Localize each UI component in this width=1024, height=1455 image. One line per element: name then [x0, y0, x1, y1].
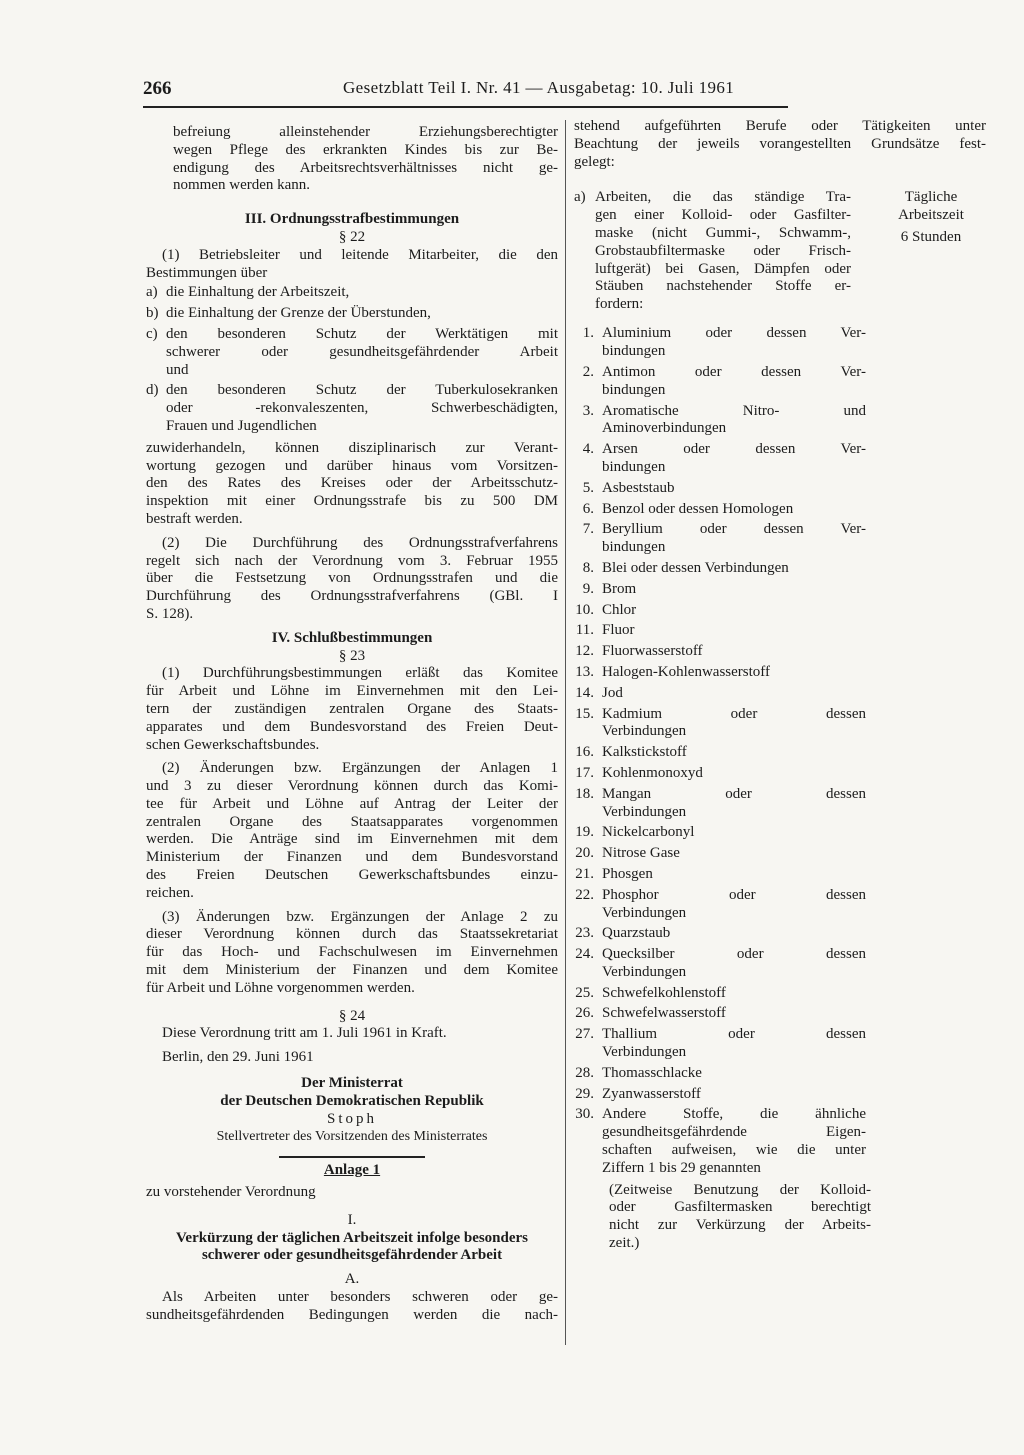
text-line: Kohlenmonoxyd [602, 764, 703, 781]
right-column [566, 118, 992, 1253]
list-marker: 23. [575, 925, 594, 942]
list-marker: 1. [582, 325, 594, 342]
text-line: wortung gezogen und darüber hinaus vom Vorsitzen- [146, 457, 558, 474]
list-text [602, 1026, 866, 1062]
text-line: Stäuben nachstehender Stoffe er- [595, 278, 851, 295]
text-line: schwerer oder gesundheitsgefährdender Arbeit [166, 343, 558, 360]
text-line: und [166, 361, 189, 378]
list-marker: 11. [575, 622, 594, 639]
section-heading-iii: III. Ordnungsstrafbestimmungen [244, 211, 460, 228]
text-line: maske (nicht Gummi-, Schwamm-, [595, 224, 851, 241]
text-line: den des Rates des Kreises oder der Arbeitsschutz- [146, 475, 558, 492]
list-marker: 28. [575, 1064, 594, 1081]
text-line: gesundheitsgefährdende Eigen- [602, 1124, 866, 1141]
list-text [602, 706, 866, 742]
list-text [602, 685, 866, 703]
paragraph-23-1 [146, 665, 558, 754]
list-marker: 2. [582, 363, 594, 380]
text-line: Verbindungen [602, 803, 687, 820]
list-marker: 30. [575, 1106, 594, 1123]
list-marker: 5. [582, 479, 594, 496]
paragraph-22-1 [146, 247, 558, 283]
list-text [602, 946, 866, 982]
text-line: (2) Die Durchführung des Ordnungsstrafverfahrens [162, 534, 558, 551]
text-line: Durchführung des Ordnungsstrafverfahrens (GBl. I [146, 588, 558, 605]
text-line: Verbindungen [602, 1044, 687, 1061]
text-line: Nickelcarbonyl [602, 824, 695, 841]
substance-item [566, 946, 866, 982]
text-line: schaften aufweisen, wie die unter [602, 1142, 866, 1159]
substance-item [566, 866, 866, 884]
text-line: (Zeitweise Benutzung der Kolloid- [609, 1181, 871, 1198]
paragraph-22-1-end [146, 440, 558, 529]
text-line: Aluminium oder dessen Ver- [602, 325, 866, 342]
text-line: Schwefelkohlenstoff [602, 984, 726, 1001]
list-text [602, 581, 866, 599]
signature-institution-1: Der Ministerrat [301, 1075, 403, 1092]
text-line: Verbindungen [602, 723, 687, 740]
anlage-title: Anlage 1 [323, 1162, 381, 1179]
substance-item [566, 581, 866, 599]
signature-name: Stoph [326, 1110, 377, 1127]
text-line: Kalkstickstoff [602, 744, 687, 761]
text-line: die Einhaltung der Arbeitszeit, [166, 284, 350, 301]
anlage-section-a: A. [344, 1271, 360, 1288]
text-line: Fluor [602, 622, 635, 639]
substance-item [566, 1026, 866, 1062]
worktime-column [866, 189, 996, 246]
intro-paragraph [146, 124, 558, 195]
text-line: die Einhaltung der Grenze der Überstunden, [166, 305, 431, 322]
worktime-label-1: Tägliche [904, 189, 958, 206]
text-line: Thallium oder dessen [602, 1026, 866, 1043]
substance-item [566, 622, 866, 640]
text-line: S. 128). [146, 605, 194, 622]
paragraph-24-text: Diese Verordnung tritt am 1. Juli 1961 in Kraft. [162, 1025, 447, 1042]
page-number: 266 [143, 78, 172, 99]
list-text [602, 824, 866, 842]
text-line: zuwiderhandeln, können disziplinarisch zur Verant- [146, 439, 558, 456]
section-heading-iv: IV. Schlußbestimmungen [271, 629, 433, 646]
list-item [146, 305, 558, 323]
text-line: Halogen-Kohlenwasserstoff [602, 663, 771, 680]
list-text [602, 403, 866, 439]
anlage-roman-numeral: I. [347, 1211, 357, 1228]
text-line: oder -rekonvaleszenten, Schwerbeschädigten, [166, 400, 558, 417]
text-line: (1) Durchführungsbestimmungen erläßt das Komitee [162, 665, 558, 682]
list-text [602, 866, 866, 884]
text-line: den besonderen Schutz der Werktätigen mit [166, 325, 558, 342]
text-line: tee für Arbeit und Löhne auf Antrag der Leiter der [146, 795, 558, 812]
left-column [146, 124, 558, 1325]
text-line: Verbindungen [602, 904, 687, 921]
list-item [146, 284, 558, 302]
list-marker: 6. [582, 500, 594, 517]
paragraph-23-label: § 23 [338, 647, 366, 664]
text-line: tern der zuständigen zentralen Organe des Staats- [146, 700, 558, 717]
list-marker: 3. [582, 402, 594, 419]
substance-item [566, 985, 866, 1003]
text-line: nommen werden kann. [173, 177, 311, 194]
text-line: bindungen [602, 343, 666, 360]
paragraph-22-label: § 22 [338, 228, 366, 245]
list-text [166, 284, 558, 302]
list-text [166, 305, 558, 323]
list-text [602, 887, 866, 923]
list-marker: 18. [575, 785, 594, 802]
list-marker: 12. [575, 643, 594, 660]
text-line: regelt sich nach der Verordnung vom 3. Februar 1955 [146, 552, 558, 569]
substance-item [566, 744, 866, 762]
anlage-rule [279, 1156, 425, 1158]
paragraph-23-2 [146, 760, 558, 902]
list-text [602, 602, 866, 620]
signature-institution-2: der Deutschen Demokratischen Republik [220, 1092, 484, 1109]
list-text [602, 1065, 866, 1083]
condition-list [146, 284, 558, 435]
substance-item [566, 1065, 866, 1083]
list-marker: 8. [582, 559, 594, 576]
substance-item [566, 441, 866, 477]
text-line: mit dem Ministerium der Finanzen und dem Komitee [146, 962, 558, 979]
substance-item [566, 685, 866, 703]
anlage-heading-line-1: Verkürzung der täglichen Arbeitszeit infolge besonders [175, 1229, 529, 1246]
paragraph-24-label: § 24 [338, 1007, 366, 1024]
text-line: Antimon oder dessen Ver- [602, 363, 866, 380]
list-marker: 29. [575, 1085, 594, 1102]
mask-note [566, 1182, 871, 1253]
list-marker: 17. [575, 764, 594, 781]
text-line: Beryllium oder dessen Ver- [602, 521, 866, 538]
list-text [602, 560, 866, 578]
paragraph-23-3 [146, 909, 558, 998]
text-line: für Arbeit und Löhne im Einvernehmen mit den Lei- [146, 683, 558, 700]
text-line: Kadmium oder dessen [602, 705, 866, 722]
list-text [602, 441, 866, 477]
text-line: Aromatische Nitro- und [602, 402, 866, 419]
text-line: Chlor [602, 601, 637, 618]
list-text [602, 925, 866, 943]
text-line: zeit.) [609, 1235, 640, 1252]
text-line: Als Arbeiten unter besonders schweren oder ge- [162, 1289, 558, 1306]
list-marker: 21. [575, 865, 594, 882]
substance-item [566, 765, 866, 783]
section-a-text [595, 189, 851, 314]
text-line: bindungen [602, 381, 666, 398]
text-line: und 3 zu dieser Verordnung können durch das Komi- [146, 778, 558, 795]
list-text [602, 845, 866, 863]
list-marker: 22. [575, 886, 594, 903]
paragraph-22-2 [146, 535, 558, 624]
header-rule [143, 106, 788, 108]
text-line: bindungen [602, 539, 666, 556]
text-line: inspektion mit einer Ordnungsstrafe bis zu 500 DM [146, 493, 558, 510]
text-line: Mangan oder dessen [602, 785, 866, 802]
list-text [602, 985, 866, 1003]
text-line: Nitrose Gase [602, 845, 680, 862]
text-line: Arsen oder dessen Ver- [602, 441, 866, 458]
anlage-subtitle: zu vorstehender Verordnung [146, 1184, 316, 1201]
list-marker: 15. [575, 705, 594, 722]
text-line: befreiung alleinstehender Erziehungsberechtigter [173, 124, 558, 140]
text-line: bindungen [602, 458, 666, 475]
substance-item [566, 706, 866, 742]
worktime-value: 6 Stunden [900, 228, 962, 245]
place-date: Berlin, den 29. Juni 1961 [162, 1049, 314, 1066]
list-marker: a) [146, 284, 158, 301]
list-marker: d) [146, 382, 159, 399]
list-text [602, 325, 866, 361]
worktime-label-2: Arbeitszeit [898, 207, 964, 224]
text-line: Benzol oder dessen Homologen [602, 500, 794, 517]
text-line: (3) Änderungen bzw. Ergänzungen der Anlage 2 zu [162, 908, 558, 925]
text-line: Phosphor oder dessen [602, 886, 866, 903]
text-line: den besonderen Schutz der Tuberkulosekranken [166, 382, 558, 399]
text-line: Andere Stoffe, die ähnliche [602, 1106, 866, 1123]
anlage-text [146, 1289, 558, 1325]
list-text [602, 480, 866, 498]
text-line: oder Gasfiltermasken berechtigt [609, 1199, 871, 1216]
list-text [602, 622, 866, 640]
list-marker: c) [146, 325, 158, 342]
list-item [146, 382, 558, 435]
list-marker: 25. [575, 984, 594, 1001]
text-line: Zyanwasserstoff [602, 1085, 701, 1102]
text-line: Beachtung der jeweils vorangestellten Grundsätze fest- [574, 135, 986, 152]
text-line: gelegt: [574, 153, 615, 170]
substance-item [566, 560, 866, 578]
list-marker: 14. [575, 684, 594, 701]
text-line: für das Hoch- und Fachschulwesen im Einvernehmen [146, 944, 558, 961]
text-line: nicht zur Verkürzung der Arbeits- [609, 1217, 871, 1234]
substance-item [566, 1086, 866, 1104]
substance-item [566, 1005, 866, 1023]
list-marker: 27. [575, 1026, 594, 1043]
text-line: wegen Pflege des erkrankten Kindes bis zur Be- [173, 141, 558, 158]
text-line: Jod [602, 684, 623, 701]
substance-item [566, 887, 866, 923]
text-line: fordern: [595, 296, 644, 313]
text-line: Brom [602, 580, 637, 597]
list-marker: 24. [575, 946, 594, 963]
list-marker: b) [146, 305, 159, 322]
text-line: apparates und dem Bundesvorstand des Freien Deut- [146, 718, 558, 735]
list-text [166, 326, 558, 379]
substance-item [566, 1106, 866, 1177]
list-marker: 4. [582, 441, 594, 458]
text-line: Blei oder dessen Verbindungen [602, 559, 789, 576]
text-line: schen Gewerkschaftsbundes. [146, 736, 320, 753]
substance-item [566, 845, 866, 863]
substance-item [566, 925, 866, 943]
list-text [602, 643, 866, 661]
section-a-marker: a) [574, 189, 586, 206]
list-marker: 19. [575, 824, 594, 841]
substance-item [566, 501, 866, 519]
text-line: Asbeststaub [602, 479, 675, 496]
substance-item [566, 364, 866, 400]
list-marker: 26. [575, 1005, 594, 1022]
text-line: Ziffern 1 bis 29 genannten [602, 1159, 761, 1176]
text-line: Bestimmungen über [146, 264, 268, 281]
list-text [602, 765, 866, 783]
text-line: sundheitsgefährdenden Bedingungen werden die nach- [146, 1306, 558, 1323]
anlage-heading-line-2: schwerer oder gesundheitsgefährdender Arbeit [201, 1247, 503, 1264]
list-item [146, 326, 558, 379]
list-text [602, 744, 866, 762]
text-line: bestraft werden. [146, 510, 243, 527]
substance-item [566, 786, 866, 822]
text-line: des Freien Deutschen Gewerkschaftsbundes einzu- [146, 867, 558, 884]
right-intro [566, 118, 986, 171]
substance-item [566, 325, 866, 361]
text-line: Thomasschlacke [602, 1064, 702, 1081]
substance-item [566, 403, 866, 439]
text-line: Ministerium der Finanzen und dem Bundesvorstand [146, 849, 558, 866]
list-marker: 13. [575, 663, 594, 680]
signature-role: Stellvertreter des Vorsitzenden des Ministerrates [216, 1129, 488, 1145]
text-line: Phosgen [602, 865, 653, 882]
substance-item [566, 664, 866, 682]
substance-item [566, 521, 866, 557]
text-line: Schwefelwasserstoff [602, 1005, 726, 1022]
text-line: Quecksilber oder dessen [602, 946, 866, 963]
text-line: Quarzstaub [602, 925, 671, 942]
text-line: (1) Betriebsleiter und leitende Mitarbeiter, die den [162, 246, 558, 263]
text-line: werden. Die Anträge sind im Einvernehmen mit dem [146, 831, 558, 848]
section-a-block [566, 189, 992, 317]
list-marker: 20. [575, 845, 594, 862]
text-line: endigung des Arbeitsrechtsverhältnisses nicht ge- [173, 159, 558, 176]
list-text [602, 521, 866, 557]
text-line: dieser Verordnung können durch das Staatssekretariat [146, 926, 558, 943]
text-line: für Arbeit und Löhne vorgenommen werden. [146, 979, 415, 996]
text-line: über die Festsetzung von Ordnungsstrafen und die [146, 570, 558, 587]
list-text [602, 1086, 866, 1104]
text-line: gen einer Kolloid- oder Gasfilter- [595, 207, 851, 224]
substance-list [566, 325, 866, 1177]
substance-item [566, 643, 866, 661]
text-line: Fluorwasserstoff [602, 643, 703, 660]
text-line: stehend aufgeführten Berufe oder Tätigkeiten unter [574, 118, 986, 134]
text-line: zentralen Organe des Staatsapparates vorgenommen [146, 813, 558, 830]
text-line: reichen. [146, 884, 194, 901]
page-header [143, 78, 785, 104]
list-text [602, 786, 866, 822]
page-title: Gesetzblatt Teil I. Nr. 41 — Ausgabetag: 10. Juli 1961 [343, 78, 735, 97]
list-marker: 7. [582, 521, 594, 538]
text-line: (2) Änderungen bzw. Ergänzungen der Anlagen 1 [162, 760, 558, 777]
text-line: Aminoverbindungen [602, 420, 727, 437]
list-text [602, 664, 866, 682]
list-text [602, 364, 866, 400]
list-marker: 16. [575, 744, 594, 761]
list-text [602, 1005, 866, 1023]
substance-item [566, 824, 866, 842]
text-line: Grobstaubfiltermaske oder Frisch- [595, 242, 851, 259]
list-text [602, 1106, 866, 1177]
list-text [166, 382, 558, 435]
list-marker: 9. [582, 580, 594, 597]
list-marker: 10. [575, 601, 594, 618]
list-text [602, 501, 866, 519]
substance-item [566, 602, 866, 620]
text-line: luftgerät) bei Gasen, Dämpfen oder [595, 260, 851, 277]
text-line: Arbeiten, die das ständige Tra- [595, 189, 851, 206]
text-line: Frauen und Jugendlichen [166, 417, 317, 434]
text-line: Verbindungen [602, 963, 687, 980]
substance-item [566, 480, 866, 498]
